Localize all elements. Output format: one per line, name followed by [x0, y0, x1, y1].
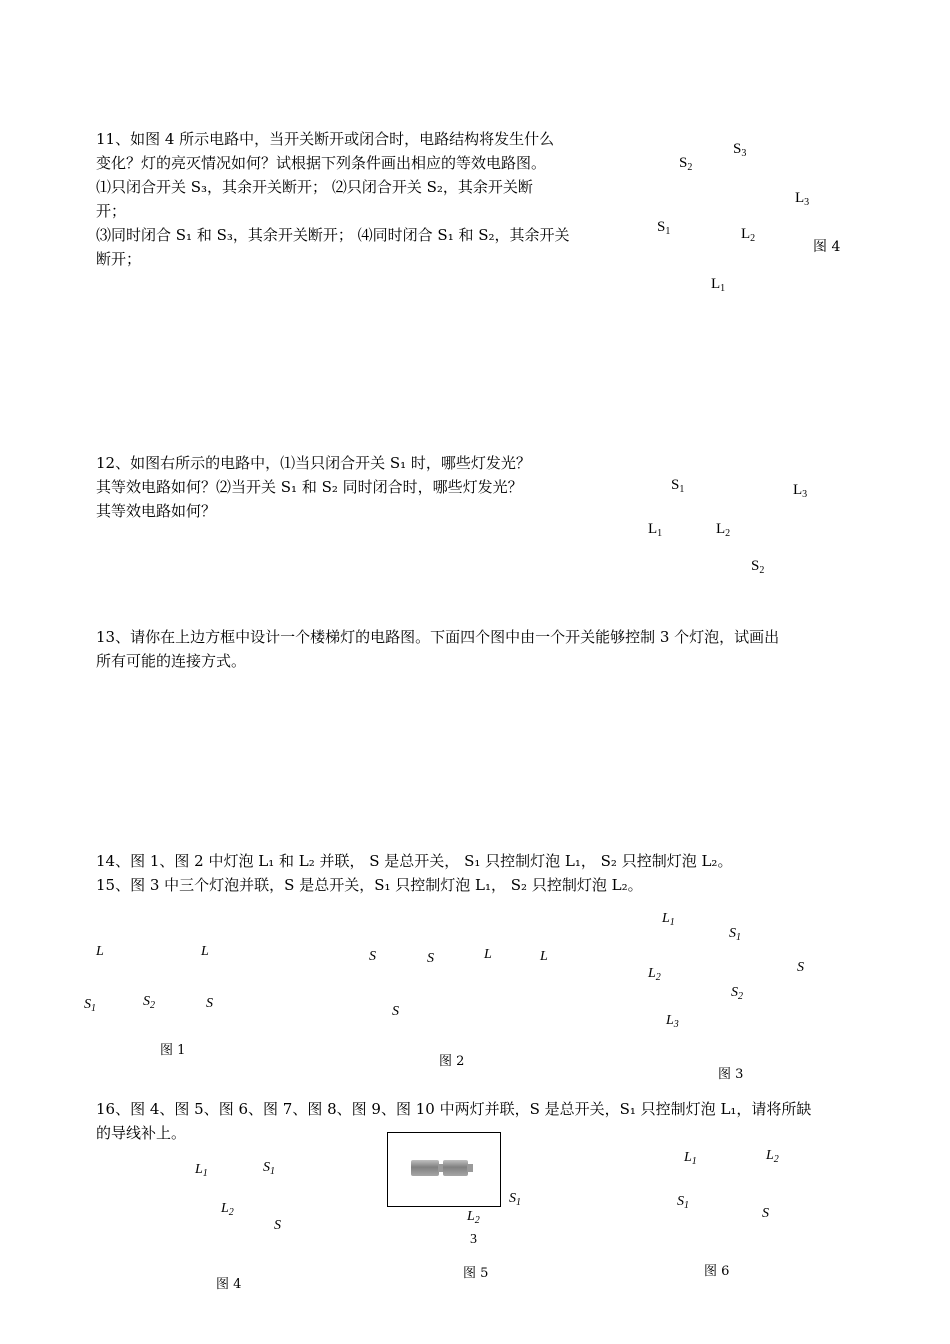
label-s: S	[427, 951, 434, 966]
label-s: S	[392, 1004, 399, 1019]
label-l1: $L_1$	[648, 521, 663, 539]
label-s2: $S_2$	[751, 558, 765, 576]
q11-line: ⑴只闭合开关 S₃，其余开关断开； ⑵只闭合开关 S₂，其余开关断	[96, 178, 533, 196]
figure-caption: 图 1	[160, 1043, 186, 1058]
label-s1: $S_1$	[263, 1160, 275, 1177]
label-s2: $S_2$	[731, 985, 743, 1002]
label-s1: $S_1$	[729, 926, 741, 943]
q13-line: 13、请你在上边方框中设计一个楼梯灯的电路图。下面四个图中由一个开关能够控制 3 个灯泡，试画出	[96, 628, 780, 646]
q11-line: ⑶同时闭合 S₁ 和 S₃，其余开关断开； ⑷同时闭合 S₁ 和 S₂，其余开关	[96, 226, 570, 244]
label-s: S	[274, 1218, 281, 1233]
label-s3: $S_3$	[733, 141, 747, 159]
question-13	[96, 625, 779, 673]
q11-line: 变化？灯的亮灭情况如何？试根据下列条件画出相应的等效电路图。	[96, 154, 547, 172]
q11-line: 断开；	[96, 250, 142, 268]
label-s: S	[762, 1206, 769, 1221]
label-l: L	[201, 944, 209, 959]
label-s1: $S_1$	[671, 477, 685, 495]
label-s2: $S_2$	[679, 155, 693, 173]
question-14	[96, 849, 732, 873]
label-s1: $S_1$	[677, 1194, 689, 1211]
figure-caption: 图 4	[813, 239, 841, 255]
label-l3: $L_3$	[795, 190, 810, 208]
q16-line: 16、图 4、图 5、图 6、图 7、图 8、图 9、图 10 中两灯并联，S 是总开关，S₁ 只控制灯泡 L₁，请将所缺	[96, 1100, 812, 1118]
q16-line: 的导线补上。	[96, 1124, 187, 1142]
label-l: L	[96, 944, 104, 959]
label-l2: $L_2$	[716, 521, 731, 539]
figure-number: 3	[470, 1232, 477, 1247]
figure-caption: 图 2	[439, 1054, 465, 1069]
figure-caption: 图 6	[704, 1264, 730, 1279]
label-l3: $L_3$	[793, 482, 808, 500]
lamp-icon	[410, 1158, 476, 1178]
label-s: S	[206, 996, 213, 1011]
label-s: S	[797, 960, 804, 975]
label-l: L	[540, 949, 548, 964]
q11-line: 开；	[96, 202, 127, 220]
label-l1: $L_1$	[711, 276, 726, 294]
label-l3: $L_3$	[666, 1013, 679, 1030]
label-l1: $L_1$	[684, 1150, 697, 1167]
figure-caption: 图 4	[216, 1277, 242, 1292]
q11-line: 11、如图 4 所示电路中，当开关断开或闭合时，电路结构将发生什么	[96, 130, 555, 148]
figure-caption: 图 5	[463, 1266, 489, 1281]
q12-line: 其等效电路如何？	[96, 502, 217, 520]
question-12	[96, 451, 531, 523]
label-l1: $L_1$	[195, 1162, 208, 1179]
question-15	[96, 873, 643, 897]
label-s1: $S_1$	[509, 1191, 521, 1208]
label-l: L	[484, 947, 492, 962]
label-s: S	[369, 949, 376, 964]
question-11	[96, 127, 570, 271]
label-l2: $L_2$	[467, 1209, 480, 1226]
label-s1: $S_1$	[84, 997, 96, 1014]
q13-line: 所有可能的连接方式。	[96, 652, 247, 670]
label-l2: $L_2$	[221, 1201, 234, 1218]
q12-line: 其等效电路如何？⑵当开关 S₁ 和 S₂ 同时闭合时，哪些灯发光？	[96, 478, 523, 496]
label-s1: $S_1$	[657, 219, 671, 237]
q14-text: 14、图 1、图 2 中灯泡 L₁ 和 L₂ 并联， S 是总开关， S₁ 只控制灯泡 L₁， S₂ 只控制灯泡 L₂。	[96, 852, 733, 870]
figure-caption: 图 3	[718, 1067, 744, 1082]
label-l2: $L_2$	[766, 1148, 779, 1165]
label-s2: $S_2$	[143, 994, 155, 1011]
label-l1: $L_1$	[662, 911, 675, 928]
q12-line: 12、如图右所示的电路中，⑴当只闭合开关 S₁ 时，哪些灯发光？	[96, 454, 531, 472]
label-l2: $L_2$	[648, 966, 661, 983]
label-l2: $L_2$	[741, 226, 756, 244]
q15-text: 15、图 3 中三个灯泡并联，S 是总开关，S₁ 只控制灯泡 L₁， S₂ 只控制灯泡 L₂。	[96, 876, 643, 894]
